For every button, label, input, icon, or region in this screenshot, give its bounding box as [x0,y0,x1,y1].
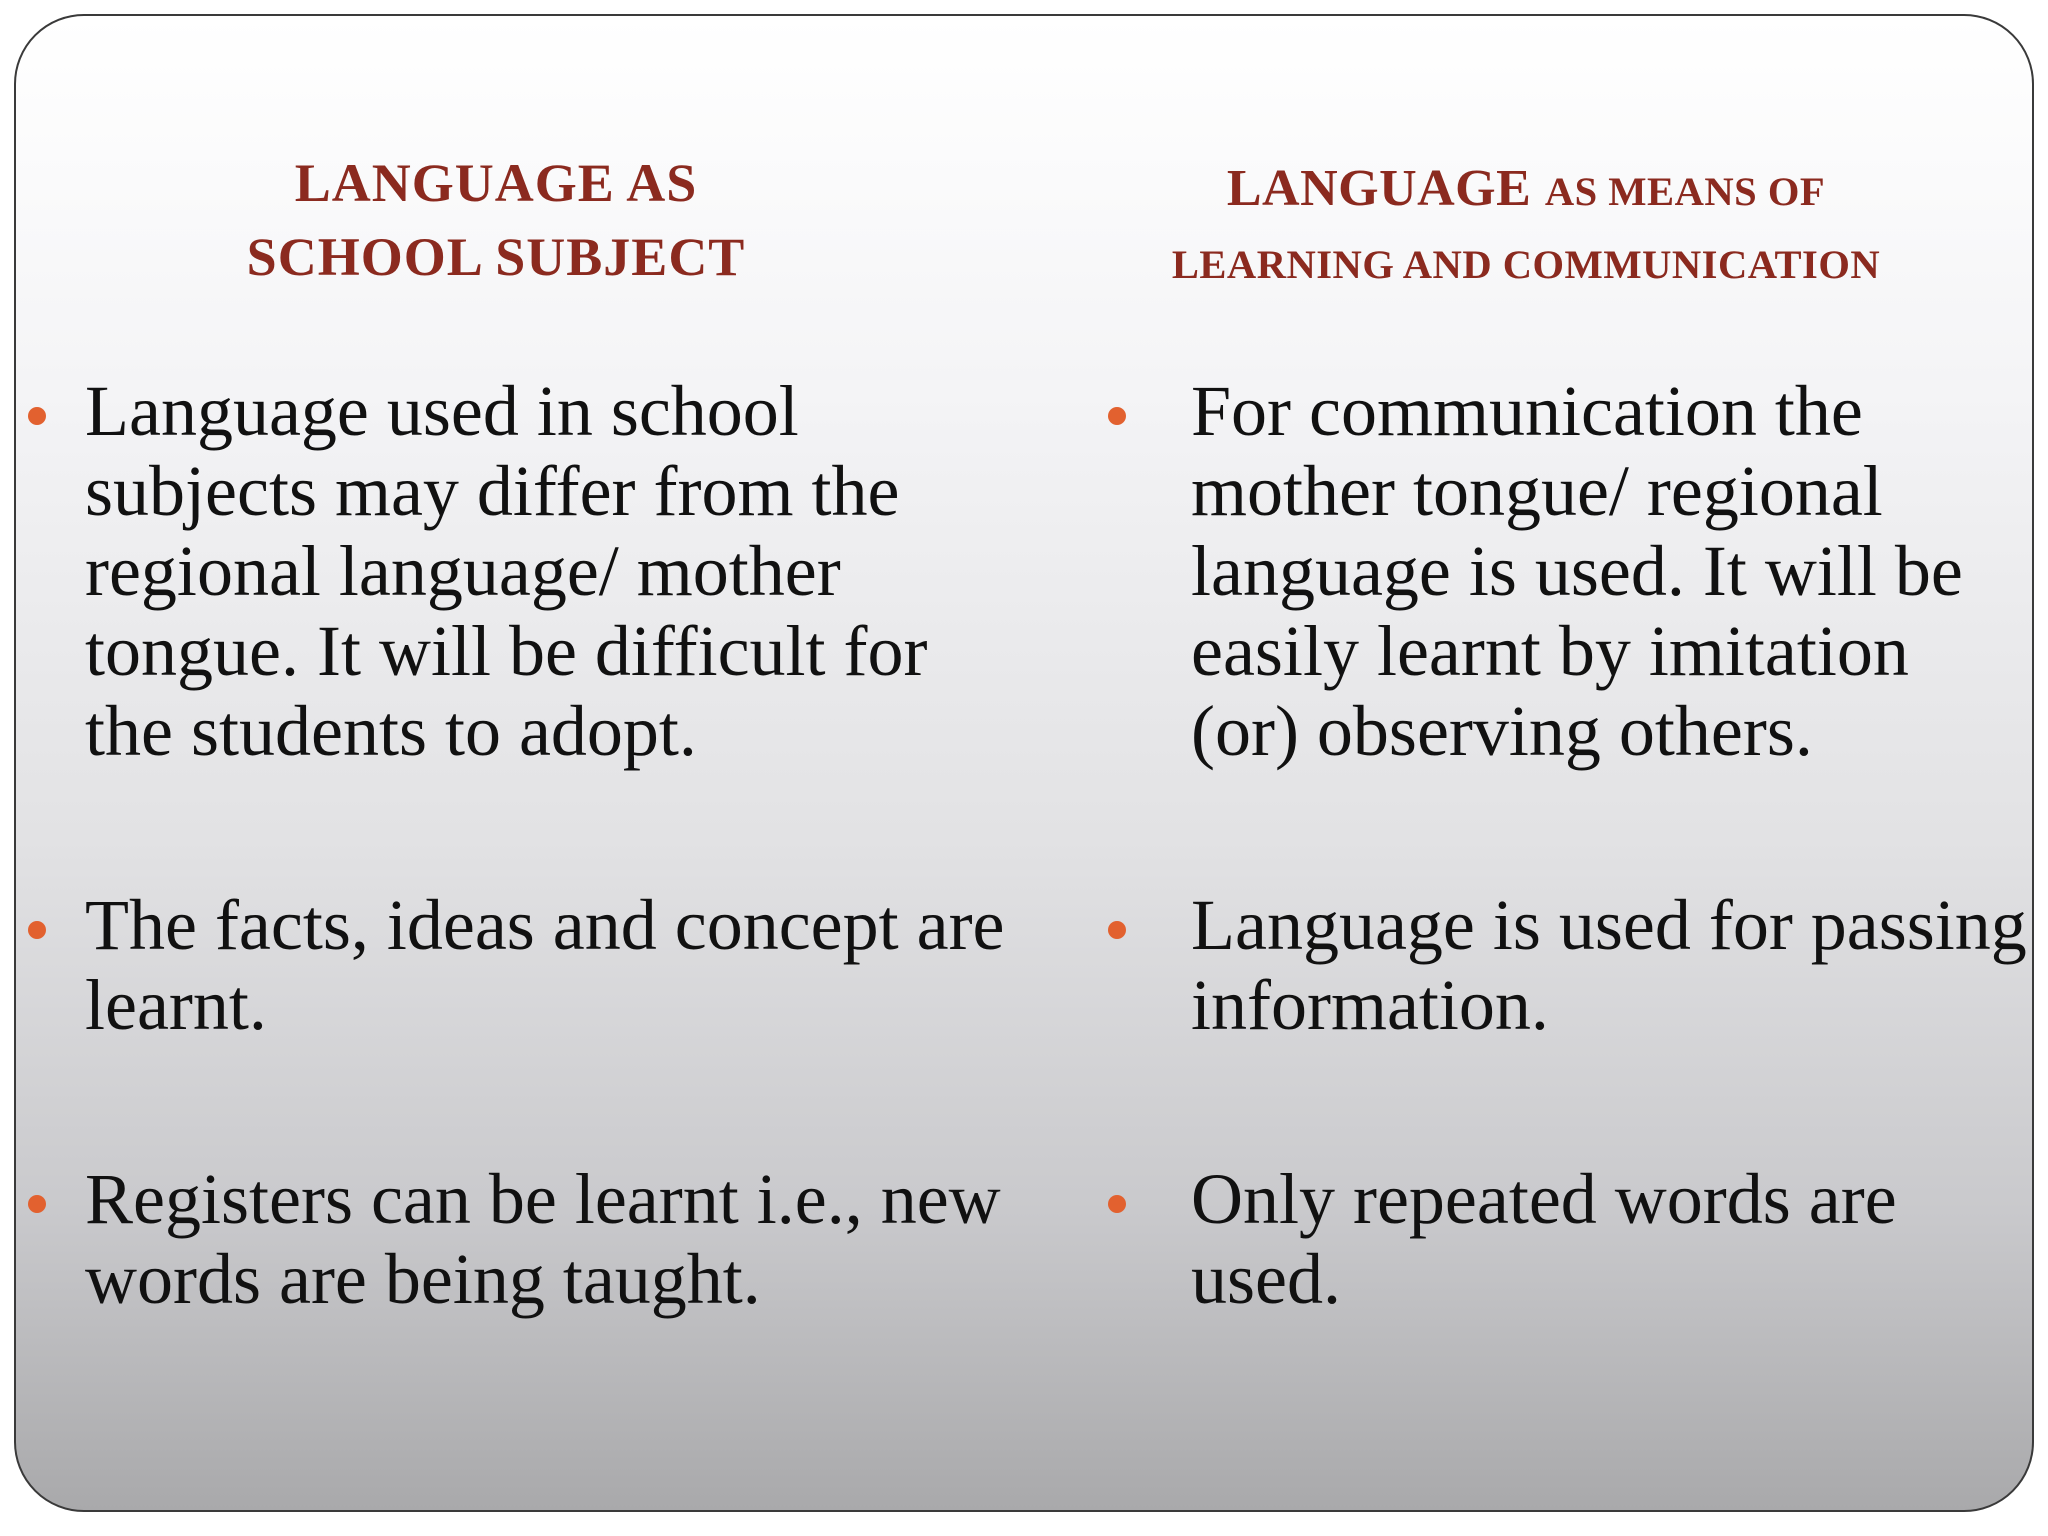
right-column-heading [1036,154,2016,300]
right-heading-part-2: AS MEANS OF [1544,169,1826,214]
right-heading-line-2: LEARNING AND COMMUNICATION [1171,242,1881,287]
right-bullet-item [1108,885,2028,1045]
left-bullet-text: Language used in school subjects may differ from the regional language/ mother tongue. It will be difficult for the students to adopt. [85,371,928,771]
left-column-heading [156,146,836,294]
right-bullet-text: Language is used for passing information. [1191,885,2027,1045]
right-bullet-item [1108,371,2028,771]
left-bullet-text: The facts, ideas and concept are learnt. [85,885,1005,1045]
right-heading-part-1: LANGUAGE [1226,160,1532,217]
bullet-dot-icon [28,1195,46,1213]
left-bullet-text: Registers can be learnt i.e., new words are being taught. [85,1159,1001,1319]
bullet-dot-icon [28,921,46,939]
bullet-dot-icon [1108,1195,1126,1213]
left-bullet-item [16,371,1016,771]
bullet-dot-icon [28,407,46,425]
right-bullet-text: For communication the mother tongue/ regional language is used. It will be easily learnt by imitation (or) observing others. [1191,371,1963,771]
left-heading-line-2: SCHOOL SUBJECT [246,227,746,287]
left-bullet-item [16,1159,1016,1319]
left-heading-line-1: LANGUAGE AS [294,153,698,213]
right-bullet-item [1108,1159,2028,1319]
right-bullet-text: Only repeated words are used. [1191,1159,1897,1319]
slide [14,14,2034,1512]
bullet-dot-icon [1108,921,1126,939]
left-bullet-item [16,885,1016,1045]
bullet-dot-icon [1108,407,1126,425]
